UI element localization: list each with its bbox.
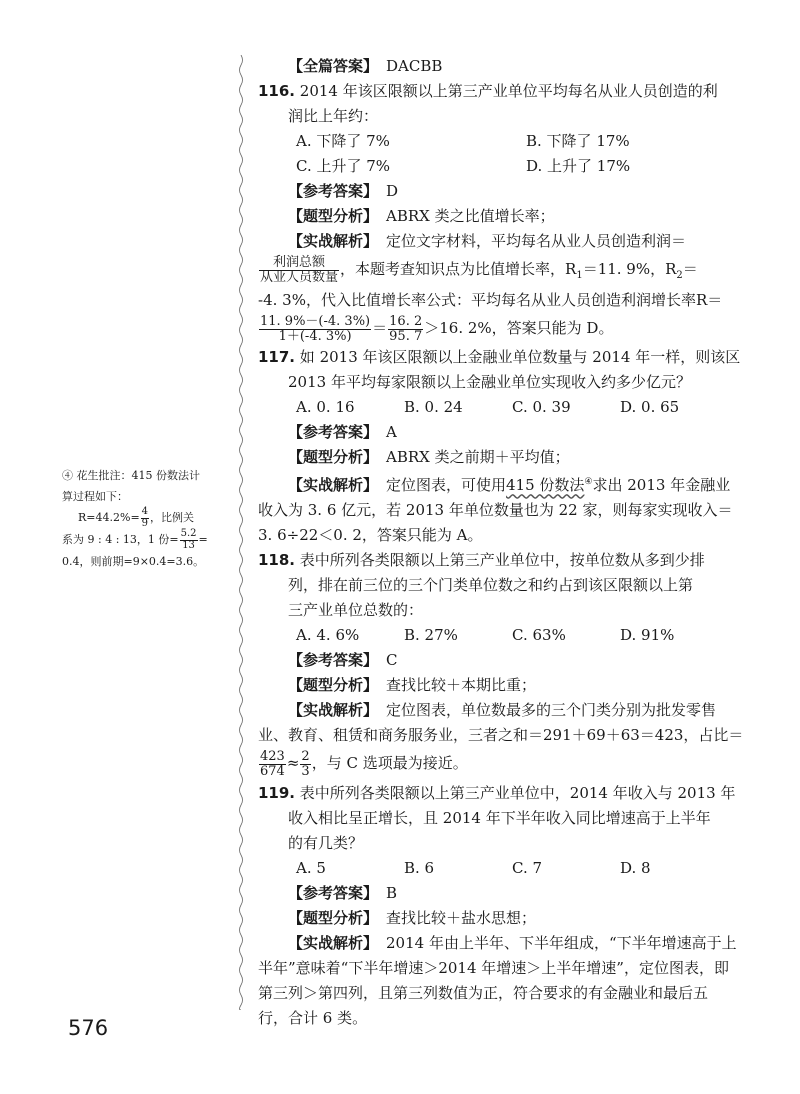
q116-answer-row [258, 179, 740, 204]
q118-answer-row [258, 648, 740, 673]
q116-sub-1: 1 [576, 270, 583, 282]
q119-answer: B [386, 883, 398, 902]
q117-text-1: 如 2013 年该区限额以上金融业单位数量与 2014 年一样，则该区 [299, 348, 741, 367]
q118-text-1: 表中所列各类限额以上第三产业单位中，按单位数从多到少排 [299, 551, 705, 570]
q116-analysis-row-4 [258, 315, 740, 343]
q116-a2-mid: ＝11. 9%，R [582, 260, 677, 279]
margin-wavy-line [238, 55, 244, 1010]
q117-type-row [258, 445, 740, 470]
q116-number: 116. [258, 82, 296, 100]
q117-answer: A [386, 423, 397, 442]
q117-number: 117. [258, 348, 296, 367]
note-frac2-num: 5.2 [180, 528, 197, 539]
q116-option-a: A. 下降了 7% [296, 132, 390, 150]
q116-frac-num: 利润总额 [259, 256, 339, 271]
note-line-4 [62, 529, 232, 551]
q116-fraction-formula [259, 315, 371, 343]
note-fraction-52-13 [180, 529, 198, 551]
q117-options [258, 395, 740, 420]
q117-type-label: 【题型分析】 [288, 448, 379, 467]
q118-fraction-ratio [259, 750, 286, 778]
q116-stem-line-1 [258, 79, 740, 104]
q116-stem-line-2: 润比上年约： [288, 107, 379, 125]
q119-answer-row [258, 881, 740, 906]
q119-type-label: 【题型分析】 [288, 908, 379, 927]
q119-option-c: C. 7 [512, 858, 543, 877]
q116-frac-den: 从业人员数量 [260, 269, 339, 285]
q119-stem-line-1 [258, 781, 740, 806]
q119-analysis-row-3: 第三列＞第四列，且第三列数值为正，符合要求的有金融业和最后五 [258, 983, 709, 1002]
margin-note [62, 465, 232, 572]
q116-options-row-2 [258, 154, 740, 179]
q118-f1-num: 423 [260, 749, 285, 765]
q119-answer-label: 【参考答案】 [288, 883, 379, 902]
q117-analysis-row-1 [258, 470, 740, 498]
q117-answer-row [258, 420, 740, 445]
q118-approx: ≈ [286, 754, 300, 773]
main-content [258, 54, 744, 1031]
note-line-5: 0.4，则前期=9×0.4=3.6。 [62, 555, 205, 568]
q119-analysis-row-1 [258, 931, 740, 956]
q118-type-label: 【题型分析】 [288, 676, 379, 695]
note-frac-den: 9 [141, 517, 149, 529]
q118-analysis-row-1 [258, 698, 740, 723]
q118-type: 查找比较＋本期比重； [386, 676, 537, 695]
q118-options [258, 623, 740, 648]
q116-f1-den: 1＋(-4. 3%) [278, 328, 352, 344]
q119-type: 查找比较＋盐水思想； [386, 908, 537, 927]
q116-option-d: D. 上升了 17% [526, 157, 631, 175]
note-frac2-den: 13 [182, 539, 195, 551]
q117-a1-pre: 定位图表，可使用 [386, 476, 507, 495]
q116-type-label: 【题型分析】 [288, 207, 379, 225]
q119-number: 119. [258, 783, 296, 802]
q119-stem-line-2: 收入相比呈正增长，且 2014 年下半年收入同比增速高于上半年 [288, 808, 711, 827]
note-fraction-4-9 [141, 507, 149, 529]
q116-option-c: C. 上升了 7% [296, 157, 391, 175]
q117-a1-post: 求出 2013 年金融业 [592, 476, 731, 495]
q117-footnote-mark: ④ [584, 477, 593, 488]
note-l4-prefix: 系为 9 : 4 : 13，1 份= [62, 533, 179, 546]
q118-f2-den: 3 [301, 764, 310, 780]
q119-analysis-label: 【实战解析】 [288, 933, 379, 952]
q116-a2-end: ＝ [682, 260, 698, 279]
q118-option-b: B. 27% [404, 626, 458, 645]
q116-a2-pre: ，本题考查知识点为比值增长率，R [340, 260, 577, 279]
q117-analysis-row-3: 3. 6÷22＜0. 2，答案只能为 A。 [258, 526, 483, 545]
q117-analysis-label: 【实战解析】 [288, 476, 379, 495]
q116-answer-label: 【参考答案】 [288, 182, 379, 200]
q119-analysis-row-4: 行，合计 6 类。 [258, 1008, 368, 1027]
full-answer-label: 【全篇答案】 [288, 57, 379, 75]
q119-option-b: B. 6 [404, 858, 435, 877]
q116-f2-num: 16. 2 [389, 314, 423, 330]
q118-analysis-row-3 [258, 750, 740, 778]
note-frac-num: 4 [141, 506, 149, 517]
q118-stem-line-3: 三产业单位总数的： [288, 601, 424, 620]
q118-option-d: D. 91% [620, 626, 675, 645]
q116-eq: ＝ [372, 319, 388, 338]
full-answer-row [258, 54, 740, 79]
q116-sub-2: 2 [676, 270, 683, 282]
q116-a4-end: ＞16. 2%，答案只能为 D。 [424, 319, 614, 338]
q118-stem-line-1 [258, 548, 740, 573]
q118-a3-end: ，与 C 选项最为接近。 [311, 754, 468, 773]
q118-option-a: A. 4. 6% [296, 626, 360, 645]
q119-text-1: 表中所列各类限额以上第三产业单位中，2014 年收入与 2013 年 [299, 783, 736, 802]
note-line-3 [62, 507, 232, 529]
note-line-1: ④ 花生批注：415 份数法计 [62, 469, 200, 482]
q117-answer-label: 【参考答案】 [288, 423, 379, 442]
q118-analysis-1: 定位图表，单位数最多的三个门类分别为批发零售 [386, 701, 717, 720]
q118-number: 118. [258, 551, 296, 570]
q117-option-c: C. 0. 39 [512, 398, 571, 417]
q118-f2-num: 2 [301, 749, 310, 765]
q116-analysis-row-1 [258, 229, 740, 254]
q119-option-d: D. 8 [620, 858, 651, 877]
q118-analysis-row-2: 业、教育、租赁和商务服务业，三者之和＝291＋69＋63＝423，占比＝ [258, 726, 744, 745]
q119-option-a: A. 5 [296, 858, 326, 877]
q118-option-c: C. 63% [512, 626, 566, 645]
q116-answer: D [386, 182, 399, 200]
q116-fraction-profit [259, 256, 339, 284]
q116-text-1: 2014 年该区限额以上第三产业单位平均每名从业人员创造的利 [299, 82, 718, 100]
q116-analysis-row-3: -4. 3%，代入比值增长率公式：平均每名从业人员创造利润增长率R＝ [258, 291, 723, 310]
q116-f2-den: 95. 7 [389, 328, 423, 344]
full-answer-value: DACBB [386, 57, 443, 75]
q116-type-row [258, 204, 740, 229]
q118-stem-line-2: 列，排在前三位的三个门类单位数之和约占到该区限额以上第 [288, 576, 694, 595]
q117-option-d: D. 0. 65 [620, 398, 680, 417]
q116-f1-num: 11. 9%－(-4. 3%) [260, 314, 371, 330]
q116-option-b: B. 下降了 17% [526, 132, 630, 150]
q117-type: ABRX 类之前期＋平均值； [386, 448, 570, 467]
q117-option-a: A. 0. 16 [296, 398, 355, 417]
q118-analysis-label: 【实战解析】 [288, 701, 379, 720]
q116-options-row-1 [258, 129, 740, 154]
q119-analysis-row-2: 半年”意味着“下半年增速＞2014 年增速＞上半年增速”，定位图表，即 [258, 958, 729, 977]
q118-answer-label: 【参考答案】 [288, 651, 379, 670]
note-r-suffix: ，比例关 [150, 511, 195, 524]
q117-method-link: 415 份数法 [506, 476, 585, 495]
q117-stem-line-1 [258, 345, 740, 370]
note-line-2: 算过程如下： [62, 490, 128, 503]
q119-analysis-1: 2014 年由上半年、下半年组成，“下半年增速高于上 [386, 933, 737, 952]
q117-analysis-row-2: 收入为 3. 6 亿元，若 2013 年单位数量也为 22 家，则每家实现收入＝ [258, 501, 733, 520]
q119-type-row [258, 906, 740, 931]
note-r-prefix: R=44.2%= [78, 511, 140, 524]
q118-answer: C [386, 651, 398, 670]
q119-options [258, 856, 740, 881]
q118-f1-den: 674 [260, 764, 285, 780]
q116-analysis-row-2 [258, 256, 740, 286]
q119-stem-line-3: 的有几类？ [288, 833, 364, 852]
q116-type: ABRX 类之比值增长率； [386, 207, 555, 225]
q117-stem-line-2: 2013 年平均每家限额以上金融业单位实现收入约多少亿元？ [288, 373, 691, 392]
q118-fraction-two-thirds [300, 750, 310, 778]
page-number: 576 [68, 1016, 109, 1040]
q116-analysis-1: 定位文字材料，平均每名从业人员创造利润＝ [386, 232, 687, 250]
q118-type-row [258, 673, 740, 698]
note-l4-suffix: = [198, 533, 208, 546]
q117-option-b: B. 0. 24 [404, 398, 463, 417]
q116-fraction-result [388, 315, 423, 343]
q116-analysis-label: 【实战解析】 [288, 232, 379, 250]
